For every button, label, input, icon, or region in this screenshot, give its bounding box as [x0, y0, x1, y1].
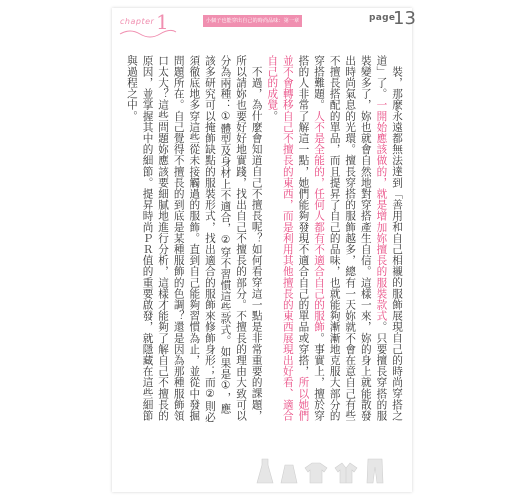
highlight-text: 所以她們並不會轉移自己不擅長的東西，而是利用其他擅長的東西展現出好看、適合自己的成覺	[266, 55, 310, 422]
running-title: 小個子也能穿出自己的時尚品味：第一章	[203, 15, 302, 27]
body-text	[125, 55, 404, 425]
text-run: 裝，那麼永遠都無法達到「善用和自己相襯的服飾展現自己的時尚穿搭之道」了。	[375, 55, 403, 421]
text-run: 。	[266, 110, 279, 122]
pants-icon	[366, 458, 384, 484]
chapter-number: 1	[156, 10, 169, 34]
highlight-text: 一開始應該做的，就是增加妳擅長的服裝款式	[375, 99, 388, 322]
paragraph-2: 不過，為什麼會知道自己不擅長呢？如何看穿這一點是非常重要的課題，所以請妳也要好好地實踐，找出自己不擅長的部分。不擅長的理由大致可以分為兩種：①體型及身材上不適合，②穿不習慣這些款式。如果是①，應該多研究可以掩飾缺點的服裝形式，找出適合的服飾來修飾身形；而②則必須徹底地多穿這些從未接觸過的服飾。直到自己能夠習慣為止，並從中發掘問題所在。自己覺得不擅長的到底是某種服飾的色調？還是因為那種服飾領口太大？這些問題妳應該要細膩地進行分析，這樣才能夠了解自己不擅長的原因，並掌握其中的細節。提昇時尚ＰＲ值的重要啟發，就隱藏在這些細節與過程之中。	[125, 55, 263, 423]
chapter-marker	[112, 10, 172, 40]
cardigan-icon	[334, 462, 358, 484]
chapter-wave-decoration	[118, 26, 178, 38]
page-label: page	[369, 13, 396, 23]
chapter-word: chapter	[120, 17, 155, 26]
text-run: 。只要擅長穿搭的服裝變多了，妳也就會自然地對穿搭產生自信。這樣一來，妳的身上就能散發出時尚氣息的光環。擅長穿搭的服飾越多，總有一天妳就不會在意自己有些不擅長搭配的單品，而且提昇了自己的品味，也就能夠漸漸地克服大部分的穿搭難題。	[313, 55, 388, 422]
clothing-icons	[250, 456, 410, 486]
skirt-icon	[280, 464, 298, 484]
paragraph-1	[264, 55, 404, 425]
shirt-icon	[304, 462, 328, 484]
highlight-text: 人不是全能的，任何人都有不適合自己的服飾	[313, 110, 326, 333]
page-number: 13	[393, 8, 416, 29]
dress-icon	[256, 458, 274, 484]
text-run: 。事實上，擅於穿搭的人非常了解這一點，她們能夠發現不適合自己的單品或穿搭，	[297, 55, 326, 422]
